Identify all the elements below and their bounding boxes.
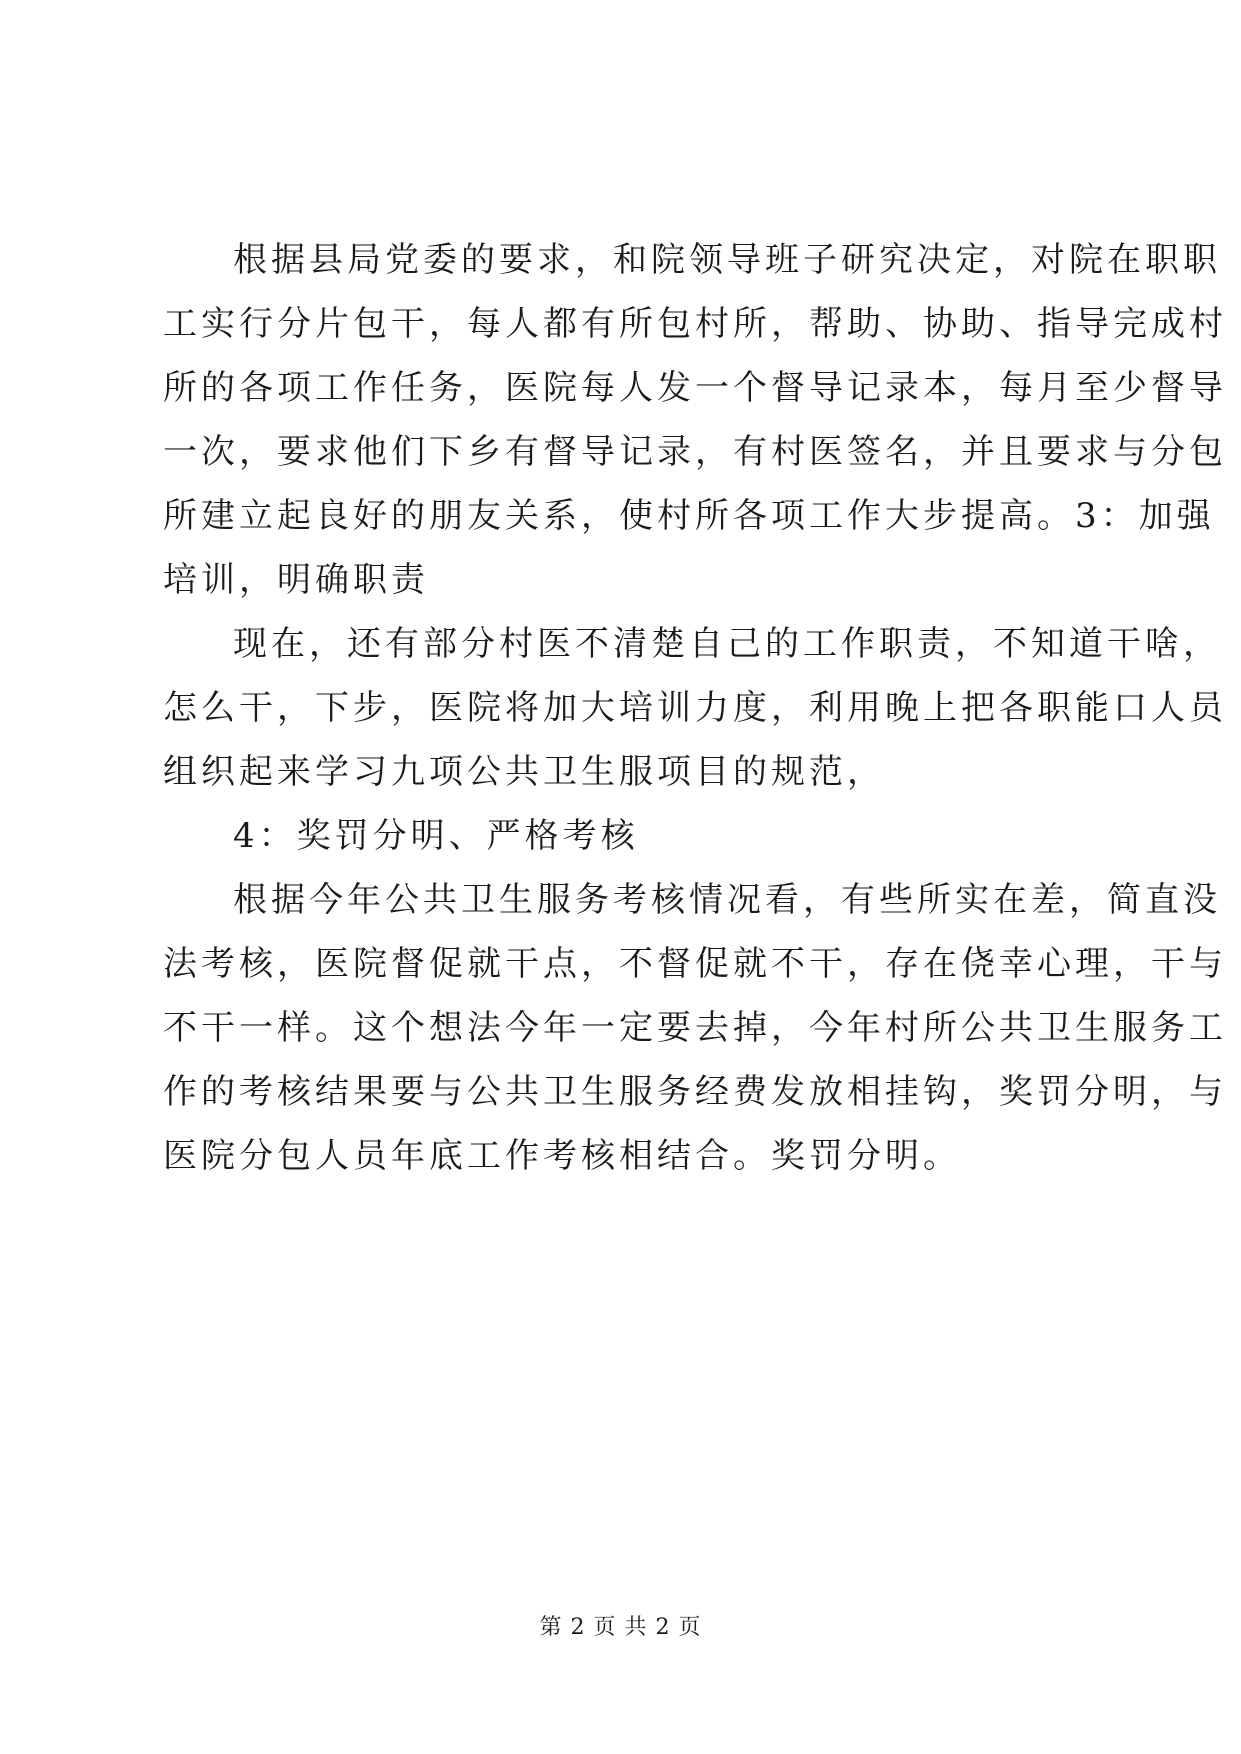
paragraph-3-line-1: 根据今年公共卫生服务考核情况看，有些所实在差，简直没 bbox=[233, 880, 1221, 920]
paragraph-1-line-3: 所的各项工作任务，医院每人发一个督导记录本，每月至少督导 bbox=[163, 368, 1227, 408]
paragraph-1-line-1: 根据县局党委的要求，和院领导班子研究决定，对院在职职 bbox=[233, 240, 1221, 280]
paragraph-3-line-3: 不干一样。这个想法今年一定要去掉，今年村所公共卫生服务工 bbox=[163, 1008, 1227, 1048]
paragraph-1-line-4: 一次，要求他们下乡有督导记录，有村医签名，并且要求与分包 bbox=[163, 432, 1227, 472]
document-body bbox=[163, 228, 1227, 1188]
paragraph-2-line-2: 怎么干，下步，医院将加大培训力度，利用晚上把各职能口人员 bbox=[163, 688, 1227, 728]
paragraph-3-line-4: 作的考核结果要与公共卫生服务经费发放相挂钩，奖罚分明，与 bbox=[163, 1072, 1227, 1112]
section-heading-4: 4：奖罚分明、严格考核 bbox=[233, 816, 639, 856]
paragraph-2-line-3: 组织起来学习九项公共卫生服项目的规范， bbox=[163, 752, 885, 792]
paragraph-1-line-6: 培训，明确职责 bbox=[163, 560, 429, 600]
paragraph-1-line-2: 工实行分片包干，每人都有所包村所，帮助、协助、指导完成村 bbox=[163, 304, 1227, 344]
page-number-footer: 第 2 页 共 2 页 bbox=[539, 1615, 702, 1640]
paragraph-1-line-5: 所建立起良好的朋友关系，使村所各项工作大步提高。3：加强 bbox=[163, 496, 1215, 536]
paragraph-3-line-2: 法考核，医院督促就干点，不督促就不干，存在侥幸心理，干与 bbox=[163, 944, 1227, 984]
paragraph-3-line-5: 医院分包人员年底工作考核相结合。奖罚分明。 bbox=[163, 1136, 961, 1176]
paragraph-2-line-1: 现在，还有部分村医不清楚自己的工作职责，不知道干啥， bbox=[233, 624, 1221, 664]
